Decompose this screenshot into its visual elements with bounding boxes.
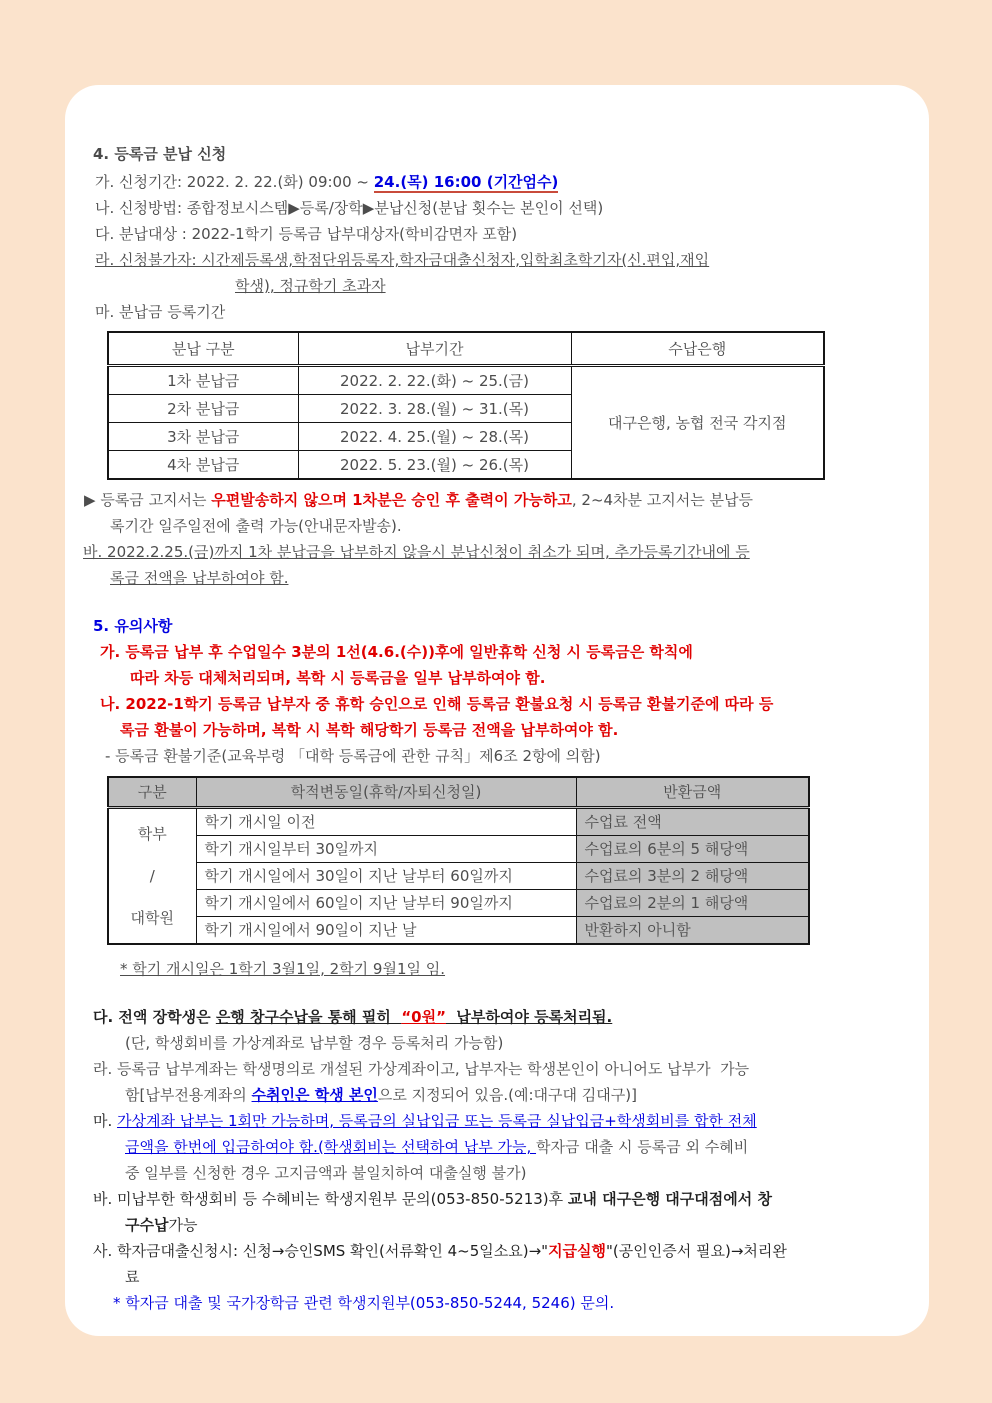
loan-contact-note: * 학자금 대출 및 국가장학금 관련 학생지원부(053-850-5244, 5246) 문의. xyxy=(113,1294,615,1312)
col-header-installment-type: 분납 구분 xyxy=(108,332,298,366)
bill-notice-pre: 등록금 고지서는 xyxy=(100,491,212,509)
cell-change-date: 학기 개시일부터 30일까지 xyxy=(196,836,576,863)
table-row xyxy=(108,917,809,945)
cell-change-date: 학기 개시일 이전 xyxy=(196,808,576,836)
note-ba-line2 xyxy=(93,1212,903,1238)
note-da-pre: 전액 장학생은 xyxy=(118,1008,216,1026)
cell-installment: 2차 분납금 xyxy=(108,395,298,423)
caution-na-line1: 나. 2022-1학기 등록금 납부자 중 휴학 승인으로 인해 등록금 환불요청 시 등록금 환불기준에 따라 등 xyxy=(100,695,774,713)
category-line: 대학원 xyxy=(130,909,174,927)
table-row xyxy=(108,890,809,917)
list-item-application-period xyxy=(93,169,903,195)
note-sa-line2: 료 xyxy=(125,1268,140,1286)
bill-notice-line1 xyxy=(84,487,903,513)
list-item-application-method: 나. 신청방법: 종합정보시스템▶등록/장학▶분납신청(분납 횟수는 본인이 선택) xyxy=(95,199,604,217)
table-row xyxy=(108,808,809,836)
note-ba-bold2: 구수납 xyxy=(125,1216,169,1234)
note-sa-line1 xyxy=(93,1238,903,1264)
col-header-payment-period: 납부기간 xyxy=(298,332,571,366)
bill-notice-red: 우편발송하지 않으며 1차분은 승인 후 출력이 가능하고 xyxy=(211,491,572,509)
table-header-row xyxy=(108,777,809,808)
cell-refund-amount: 수업료 전액 xyxy=(576,808,809,836)
list-item-ineligible-line2 xyxy=(93,273,903,299)
note-ba-tail: 가능 xyxy=(168,1216,198,1234)
cell-change-date: 학기 개시일에서 60일이 지난 날부터 90일까지 xyxy=(196,890,576,917)
cell-period: 2022. 2. 22.(화) ~ 25.(금) xyxy=(298,366,571,395)
refund-standard-note: - 등록금 환불기준(교육부령 「대학 등록금에 관한 규칙」제6조 2항에 의함) xyxy=(105,747,601,765)
list-item-ineligible-line1: 라. 신청불가자: 시간제등록생,학점단위등록자,학자금대출신청자,입학최초학기자(신.편입,재입 xyxy=(95,251,710,269)
table-row xyxy=(108,836,809,863)
note-ma-line2 xyxy=(93,1134,903,1160)
section5-title: 5. 유의사항 xyxy=(93,617,173,635)
cell-period: 2022. 5. 23.(월) ~ 26.(목) xyxy=(298,451,571,480)
semester-start-note-text: * 학기 개시일은 1학기 3월1일, 2학기 9월1일 임. xyxy=(120,960,446,978)
cell-period: 2022. 4. 25.(월) ~ 28.(목) xyxy=(298,423,571,451)
table-row xyxy=(108,366,824,395)
note-ma-gray2: 학자금 대출 시 등록금 외 수혜비 xyxy=(536,1138,749,1156)
note-da-underline1: 은행 창구수납을 통해 필히 xyxy=(215,1008,402,1026)
category-line: 학부 xyxy=(137,825,167,843)
table-row xyxy=(108,863,809,890)
note-da-line2: (단, 학생회비를 가상계좌로 납부할 경우 등록처리 가능함) xyxy=(125,1034,504,1052)
note-ma-blue1: 가상계좌 납부는 1회만 가능하며, 등록금의 실납입금 또는 등록금 실납입금+학생회비를 합한 전체 xyxy=(117,1112,757,1130)
note-da-zero-won: “0원” xyxy=(401,1008,446,1026)
cell-period: 2022. 3. 28.(월) ~ 31.(목) xyxy=(298,395,571,423)
cell-installment: 3차 분납금 xyxy=(108,423,298,451)
note-ra-line1: 라. 등록금 납부계좌는 학생명의로 개설된 가상계좌이고, 납부자는 학생본인이 아니어도 납부가 가능 xyxy=(93,1060,750,1078)
application-period-text: 가. 신청기간: 2022. 2. 22.(화) 09:00 ~ xyxy=(95,173,374,191)
note-ma-line1 xyxy=(93,1108,903,1134)
cancellation-notice-line2-text: 록금 전액을 납부하여야 함. xyxy=(110,569,289,587)
col-header-change-date: 학적변동일(휴학/자퇴신청일) xyxy=(196,777,576,808)
note-da-line1 xyxy=(93,1004,903,1030)
note-ba-bold1: 교내 대구은행 대구대점에서 창 xyxy=(567,1190,772,1208)
cell-refund-amount: 수업료의 2분의 1 해당액 xyxy=(576,890,809,917)
cancellation-notice-line2 xyxy=(93,565,903,591)
note-ma-blue2: 금액을 한번에 입금하여야 함.(학생회비는 선택하여 납부 가능, xyxy=(125,1138,537,1156)
note-ma-line3: 중 일부를 신청한 경우 고지금액과 불일치하여 대출실행 불가) xyxy=(125,1164,527,1182)
note-ra-recipient: 수취인은 학생 본인 xyxy=(251,1086,378,1104)
cancellation-notice-line1: 바. 2022.2.25.(금)까지 1차 분납금을 납부하지 않을시 분납신청이 취소가 되며, 추가등록기간내에 등 xyxy=(83,543,750,561)
list-item-installment-period: 마. 분납금 등록기간 xyxy=(95,303,226,321)
note-ra-line2 xyxy=(93,1082,903,1108)
deadline-link: 24.(목) 16:00 (기간엄수) xyxy=(373,173,559,191)
category-line: / xyxy=(149,867,155,885)
cell-refund-amount: 반환하지 아니함 xyxy=(576,917,809,945)
cell-change-date: 학기 개시일에서 30일이 지난 날부터 60일까지 xyxy=(196,863,576,890)
triangle-bullet-icon: ▶ xyxy=(84,491,96,509)
note-sa-post: "(공인인증서 필요)→처리완 xyxy=(606,1242,787,1260)
note-ra-line2-post: 으로 지정되어 있음.(예:대구대 김대구)] xyxy=(377,1086,637,1104)
installment-schedule-table xyxy=(107,331,825,480)
caution-ga-line1: 가. 등록금 납부 후 수업일수 3분의 1선(4.6.(수))후에 일반휴학 신청 시 등록금은 학칙에 xyxy=(100,643,693,661)
note-ra-line2-pre: 함[납부전용계좌의 xyxy=(125,1086,252,1104)
cell-refund-amount: 수업료의 6분의 5 해당액 xyxy=(576,836,809,863)
ineligible-line2-text: 학생), 정규학기 초과자 xyxy=(235,277,386,295)
note-da-underline2: 납부하여야 등록처리됨. xyxy=(445,1008,613,1026)
caution-ga-line2: 따라 차등 대체처리되며, 복학 시 등록금을 일부 납부하여야 함. xyxy=(130,669,546,687)
note-sa-pre: 사. 학자금대출신청시: 신청→승인SMS 확인(서류확인 4~5일소요)→" xyxy=(93,1242,549,1260)
table-header-row xyxy=(108,332,824,366)
section4-title: 4. 등록금 분납 신청 xyxy=(93,145,227,163)
cell-refund-amount: 수업료의 3분의 2 해당액 xyxy=(576,863,809,890)
list-item-target: 다. 분납대상 : 2022-1학기 등록금 납부대상자(학비감면자 포함) xyxy=(95,225,518,243)
note-sa-execution: 지급실행 xyxy=(548,1242,607,1260)
cell-change-date: 학기 개시일에서 90일이 지난 날 xyxy=(196,917,576,945)
cell-bank: 대구은행, 농협 전국 각지점 xyxy=(571,366,824,480)
notice-document-card xyxy=(65,85,929,1336)
col-header-category: 구분 xyxy=(108,777,196,808)
note-da-label: 다. xyxy=(93,1008,119,1026)
refund-table xyxy=(107,776,810,945)
caution-na-line2: 록금 환불이 가능하며, 복학 시 복학 해당학기 등록금 전액을 납부하여야 함. xyxy=(120,721,619,739)
note-ma-label: 마. xyxy=(93,1112,118,1130)
cell-category-group xyxy=(108,808,196,945)
bill-notice-line2: 록기간 일주일전에 출력 가능(안내문자발송). xyxy=(110,517,402,535)
semester-start-note xyxy=(93,956,903,982)
col-header-bank: 수납은행 xyxy=(571,332,824,366)
cell-installment: 4차 분납금 xyxy=(108,451,298,480)
note-ba-pre: 바. 미납부한 학생회비 등 수혜비는 학생지원부 문의(053-850-5213)후 xyxy=(93,1190,568,1208)
col-header-refund-amount: 반환금액 xyxy=(576,777,809,808)
cell-installment: 1차 분납금 xyxy=(108,366,298,395)
note-ba-line1 xyxy=(93,1186,903,1212)
bill-notice-post: , 2~4차분 고지서는 분납등 xyxy=(571,491,753,509)
